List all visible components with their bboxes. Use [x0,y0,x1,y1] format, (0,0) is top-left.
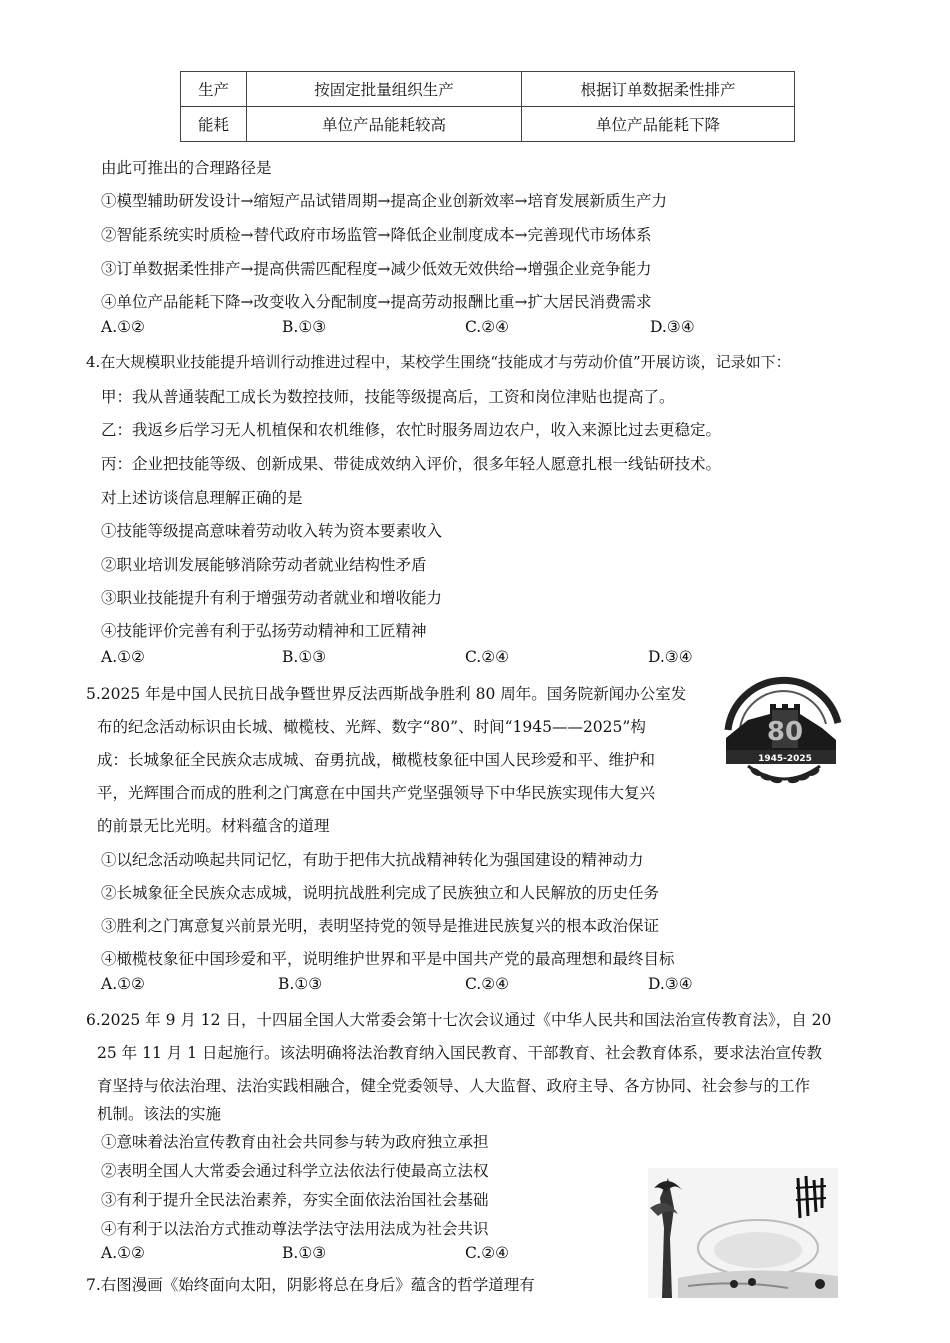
answer-option[interactable]: A.①② [101,648,145,666]
table-cell: 单位产品能耗下降 [522,107,795,142]
statement-item: ①模型辅助研发设计→缩短产品试错周期→提高企业创新效率→培育发展新质生产力 [101,192,667,210]
question-text-line: 育坚持与依法治理、法治实践相融合，健全党委领导、人大监督、政府主导、各方协同、社会参与的工作 [97,1077,811,1095]
table-row [181,107,795,142]
table-cell: 能耗 [181,107,247,142]
question-text-line: 布的纪念活动标识由长城、橄榄枝、光辉、数字“80”、时间“1945——2025”构 [97,718,646,736]
table-cell: 生产 [181,72,247,107]
answer-option[interactable]: C.②④ [465,975,510,993]
answer-option[interactable]: D.③④ [648,975,693,993]
question-text-line: 成：长城象征全民族众志成城、奋勇抗战，橄榄枝象征中国人民珍爱和平、维护和 [97,751,656,769]
statement-item: ④橄榄枝象征中国珍爱和平，说明维护世界和平是中国共产党的最高理想和最终目标 [101,950,675,968]
commemoration-logo-image [718,668,850,788]
table-cell: 单位产品能耗较高 [247,107,522,142]
statement-item: ①技能等级提高意味着劳动收入转为资本要素收入 [101,522,443,540]
table-cell: 根据订单数据柔性排产 [522,72,795,107]
logo-years: 1945-2025 [758,754,812,764]
logo-number: 80 [766,717,804,747]
statement-item: ③胜利之门寓意复兴前景光明，表明坚持党的领导是推进民族复兴的根本政治保证 [101,917,660,935]
question-text-line: 25 年 11 月 1 日起施行。该法明确将法治教育纳入国民教育、干部教育、社会教育体系，要求法治宣传教 [97,1044,822,1062]
interview-line: 甲：我从普通装配工成长为数控技师，技能等级提高后，工资和岗位津贴也提高了。 [101,388,675,406]
statement-item: ④单位产品能耗下降→改变收入分配制度→提高劳动报酬比重→扩大居民消费需求 [101,293,652,311]
answer-option[interactable]: C.②④ [465,318,510,336]
question-stem: 由此可推出的合理路径是 [101,159,272,177]
question-text-line: 的前景无比光明。材料蕴含的道理 [97,817,330,835]
cartoon-image [648,1168,838,1298]
table-row [181,72,795,107]
answer-option[interactable]: B.①③ [278,975,323,993]
answer-option[interactable]: B.①③ [282,1244,327,1262]
answer-option[interactable]: D.③④ [648,648,693,666]
interview-line: 丙：企业把技能等级、创新成果、带徒成效纳入评价，很多年轻人愿意扎根一线钻研技术。 [101,455,722,473]
statement-item: ①意味着法治宣传教育由社会共同参与转为政府独立承担 [101,1133,489,1151]
statement-item: ④技能评价完善有利于弘扬劳动精神和工匠精神 [101,622,427,640]
answer-option[interactable]: B.①③ [282,648,327,666]
statement-item: ①以纪念活动唤起共同记忆，有助于把伟大抗战精神转化为强国建设的精神动力 [101,851,644,869]
question-stem: 7.右图漫画《始终面向太阳，阴影将总在身后》蕴含的哲学道理有 [86,1276,535,1294]
comparison-table [180,71,795,142]
statement-item: ②职业培训发展能够消除劳动者就业结构性矛盾 [101,556,427,574]
interview-line: 乙：我返乡后学习无人机植保和农机维修，农忙时服务周边农户，收入来源比过去更稳定。 [101,421,722,439]
answer-option[interactable]: C.②④ [465,1244,510,1262]
answer-option[interactable]: B.①③ [282,318,327,336]
statement-item: ②智能系统实时质检→替代政府市场监管→降低企业制度成本→完善现代市场体系 [101,226,652,244]
question-stem: 4.在大规模职业技能提升培训行动推进过程中，某校学生围绕“技能成才与劳动价值”开展访谈，记录如下： [86,353,791,371]
statement-item: ②长城象征全民族众志成城，说明抗战胜利完成了民族独立和人民解放的历史任务 [101,884,660,902]
answer-option[interactable]: A.①② [101,318,145,336]
statement-item: ③有利于提升全民法治素养，夯实全面依法治国社会基础 [101,1191,489,1209]
question-prompt: 对上述访谈信息理解正确的是 [101,489,303,507]
answer-option[interactable]: C.②④ [465,648,510,666]
answer-option[interactable]: A.①② [101,1244,145,1262]
answer-option[interactable]: D.③④ [650,318,695,336]
question-stem: 5.2025 年是中国人民抗日战争暨世界反法西斯战争胜利 80 周年。国务院新闻办公室发 [86,685,687,703]
question-stem: 6.2025 年 9 月 12 日，十四届全国人大常委会第十七次会议通过《中华人民共和国法治宣传教育法》，自 20 [86,1011,832,1029]
table-cell: 按固定批量组织生产 [247,72,522,107]
statement-item: ④有利于以法治方式推动尊法学法守法用法成为社会共识 [101,1220,489,1238]
answer-option[interactable]: A.①② [101,975,145,993]
statement-item: ③职业技能提升有利于增强劳动者就业和增收能力 [101,589,443,607]
statement-item: ③订单数据柔性排产→提高供需匹配程度→减少低效无效供给→增强企业竞争能力 [101,260,652,278]
statement-item: ②表明全国人大常委会通过科学立法依法行使最高立法权 [101,1162,489,1180]
question-text-line: 平，光辉围合而成的胜利之门寓意在中国共产党坚强领导下中华民族实现伟大复兴 [97,784,656,802]
question-text-line: 机制。该法的实施 [97,1105,222,1123]
